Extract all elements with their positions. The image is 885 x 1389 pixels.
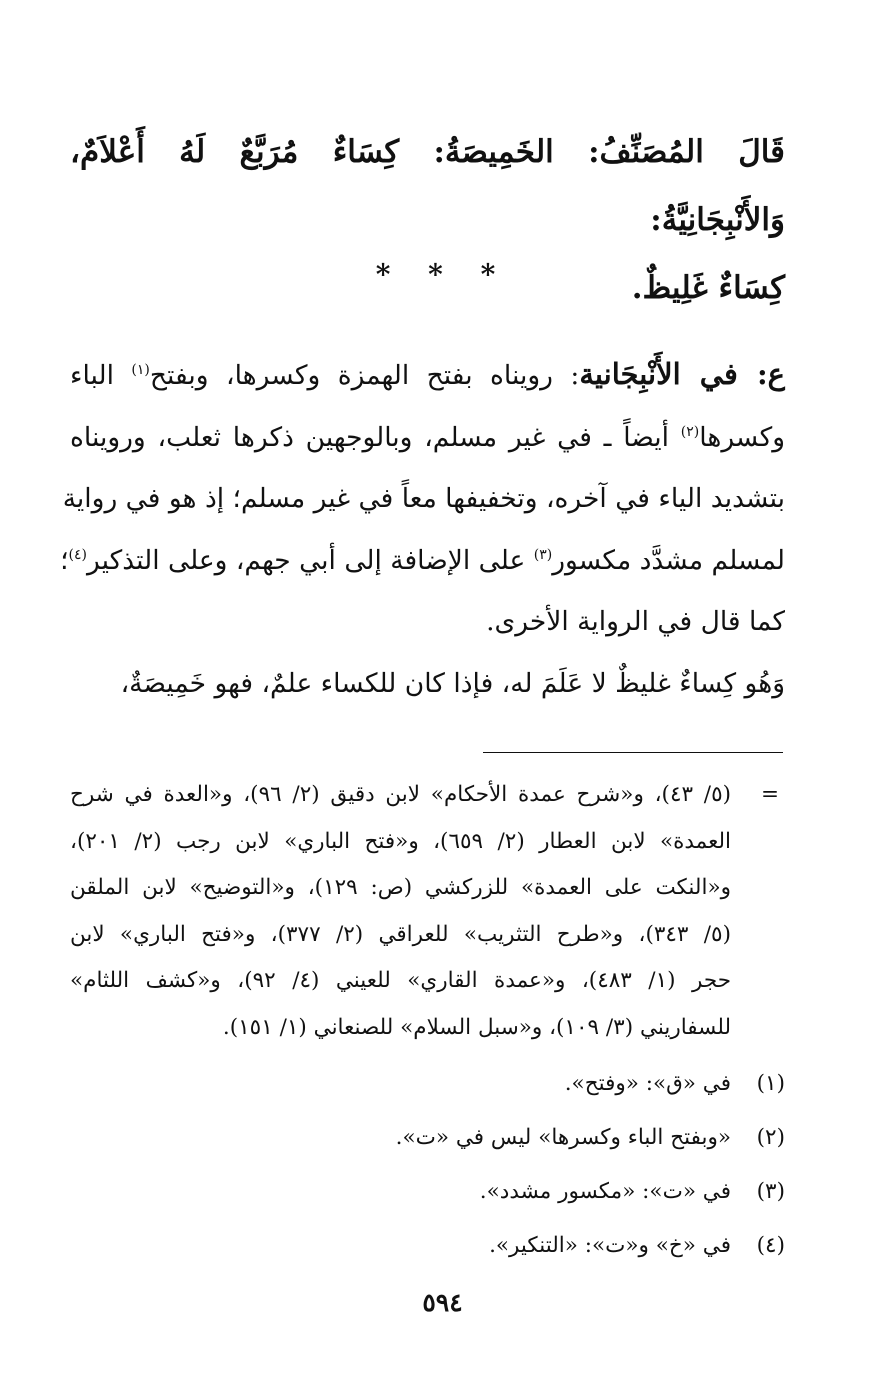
commentary-text-1: : رويناه بفتح الهمزة وكسرها، وبفتح [149,360,580,391]
commentary-tail-2: أيضاً ـ في غير مسلم، وبالوجهين ذكرها ثعلب، ورويناه [70,421,681,453]
footnotes-list [70,1057,785,1273]
footnote-divider [483,752,783,753]
commentary-tail-4: ؛ [60,544,69,576]
commentary-term: في الأَنْبِجَانية [579,357,738,391]
continuation-line-3: و«النكت على العمدة» للزركشي (ص: ١٢٩)، و«التوضيح» لابن الملقن [70,875,731,900]
quote-line-2: كِسَاءٌ غَلِيظٌ. [631,270,785,306]
commentary-mid-4: على الإضافة إلى أبي جهم، وعلى التذكير [86,544,534,576]
continuation-line-6: للسفاريني (٣/ ١٠٩)، و«سبل السلام» للصنعاني (١/ ١٥١). [222,1014,731,1040]
footnote-number: (٢) [756,1125,785,1150]
footnote-text: في «ت»: «مكسور مشدد». [479,1179,731,1204]
commentary-text [60,344,785,714]
footnote-text: في «ق»: «وفتح». [564,1071,731,1096]
author-quote [70,118,785,322]
footnote-continuation [70,772,785,1051]
footnote-number: (٣) [756,1179,785,1204]
footnote-ref-2[interactable]: (٢) [680,423,700,440]
commentary-tail-1: الباء [70,360,132,391]
footnote-3 [70,1165,785,1219]
footnote-1 [70,1057,785,1111]
commentary-line-3: بتشديد الياء في آخره، وتخفيفها معاً في غير مسلم؛ إذ هو في رواية [62,483,785,514]
commentary-text-4: لمسلم مشدَّد مكسور [552,544,785,576]
commentary-line-5: كما قال في الرواية الأخرى. [486,606,785,637]
continuation-line-1: (٥/ ٤٣)، و«شرح عمدة الأحكام» لابن دقيق (٢/ ٩٦)، و«العدة في شرح [70,782,732,807]
commentary-line-1 [70,344,785,407]
footnote-ref-3[interactable]: (٣) [533,546,553,563]
commentary-lead: ع: [737,357,785,391]
section-separator: * * * [375,258,510,291]
footnote-ref-4[interactable]: (٤) [68,546,87,563]
footnote-4 [70,1219,785,1273]
continuation-line-5: حجر (١/ ٤٨٣)، و«عمدة القاري» للعيني (٤/ ٩٢)، و«كشف اللثام» [70,968,732,993]
page-number: ٥٩٤ [422,1288,463,1317]
footnote-text: في «خ» و«ت»: «التنكير». [489,1233,731,1258]
quote-line-1: قَالَ المُصَنِّفُ: الخَمِيصَةُ: كِسَاءٌ مُرَبَّعٌ لَهُ أَعْلاَمٌ، وَالأَنْبِجَانِيَّةُ: [70,134,785,238]
footnote-ref-1[interactable]: (١) [131,362,150,379]
commentary-text-2: وكسرها [699,421,785,453]
commentary-line-2 [70,407,785,469]
commentary-line-4 [60,530,785,592]
commentary-line-6: وَهُو كِساءٌ غليظٌ لا عَلَمَ له، فإذا كان للكساء علمٌ، فهو خَمِيصَةٌ، [120,667,785,699]
footnote-text: «وبفتح الباء وكسرها» ليس في «ت». [395,1125,731,1150]
footnote-2 [70,1111,785,1165]
continuation-line-4: (٥/ ٣٤٣)، و«طرح التثريب» للعراقي (٢/ ٣٧٧)، و«فتح الباري» لابن [70,921,731,947]
continuation-line-2: العمدة» لابن العطار (٢/ ٦٥٩)، و«فتح الباري» لابن رجب (٢/ ٢٠١)، [70,828,732,854]
continuation-mark: = [760,782,779,807]
footnote-number: (١) [756,1071,785,1096]
footnote-number: (٤) [756,1233,785,1258]
